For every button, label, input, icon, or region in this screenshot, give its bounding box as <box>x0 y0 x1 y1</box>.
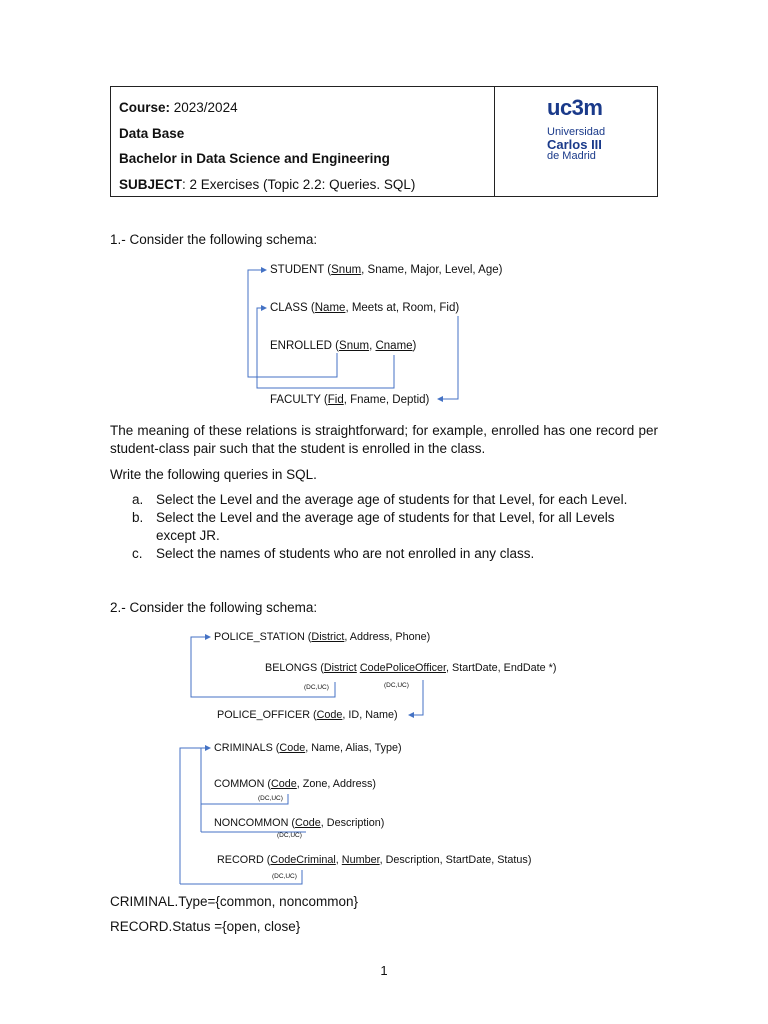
constraint-tag: (DC,UC) <box>272 873 297 880</box>
header-table <box>110 86 658 197</box>
exercise-2-intro: 2.- Consider the following schema: <box>110 600 318 615</box>
exercise-1-query-list <box>132 491 658 563</box>
exercise-1-meaning: The meaning of these relations is straightforward; for example, enrolled has one record per student-class pair such that the student is enrolled in the class. <box>110 423 658 456</box>
constraint-tag: (DC,UC) <box>384 682 409 689</box>
logo-line-madrid: de Madrid <box>547 150 596 162</box>
schema-enrolled: ENROLLED (Snum, Cname) <box>270 340 417 352</box>
fk-belongs-officer <box>409 680 423 715</box>
schema-criminals: CRIMINALS (Code, Name, Alias, Type) <box>214 742 402 754</box>
schema-record: RECORD (CodeCriminal, Number, Description, StartDate, Status) <box>217 854 532 866</box>
query-item: a. Select the Level and the average age of students for that Level, for each Level. <box>132 492 628 507</box>
exercise-1-intro: 1.- Consider the following schema: <box>110 232 318 247</box>
subject-line: SUBJECT: 2 Exercises (Topic 2.2: Queries. SQL) <box>119 176 416 192</box>
constraint-tag: (DC,UC) <box>304 684 329 691</box>
logo-cell <box>495 87 657 196</box>
query-item: c. Select the names of students who are not enrolled in any class. <box>132 546 535 561</box>
schema-class: CLASS (Name, Meets at, Room, Fid) <box>270 302 460 314</box>
schema-student: STUDENT (Snum, Sname, Major, Level, Age) <box>270 264 503 276</box>
schema-noncommon: NONCOMMON (Code, Description) <box>214 817 385 829</box>
course-line: Course: 2023/2024 <box>119 100 238 115</box>
logo-line-carlos: Carlos III <box>547 137 602 152</box>
uc3m-logo <box>547 95 605 162</box>
logo-line-universidad: Universidad <box>547 126 606 138</box>
schema-common: COMMON (Code, Zone, Address) <box>214 778 377 790</box>
header-info <box>111 87 495 196</box>
logo-main-text: uc3m <box>547 95 603 120</box>
constraint-tag: (DC,UC) <box>258 795 283 802</box>
fk-class-faculty <box>438 316 458 399</box>
status-constraint: RECORD.Status ={open, close} <box>110 919 301 934</box>
schema-police-station: POLICE_STATION (District, Address, Phone) <box>214 631 431 643</box>
type-constraint: CRIMINAL.Type={common, noncommon} <box>110 894 358 909</box>
schema-faculty: FACULTY (Fid, Fname, Deptid) <box>270 394 430 406</box>
page-number: 1 <box>380 963 388 978</box>
subject-name: Data Base <box>119 125 185 141</box>
fk-enrolled-student <box>248 270 337 377</box>
exercise-1-write: Write the following queries in SQL. <box>110 467 317 482</box>
fk-criminals-hierarchy <box>180 748 210 884</box>
program-name: Bachelor in Data Science and Engineering <box>119 151 390 166</box>
schema-belongs: BELONGS (District CodePoliceOfficer, StartDate, EndDate *) <box>265 662 557 674</box>
constraint-tag: (DC,UC) <box>277 832 302 839</box>
query-item: b. Select the Level and the average age of students for that Level, for all Levels except JR. <box>132 510 615 543</box>
schema-police-officer: POLICE_OFFICER (Code, ID, Name) <box>217 709 398 721</box>
